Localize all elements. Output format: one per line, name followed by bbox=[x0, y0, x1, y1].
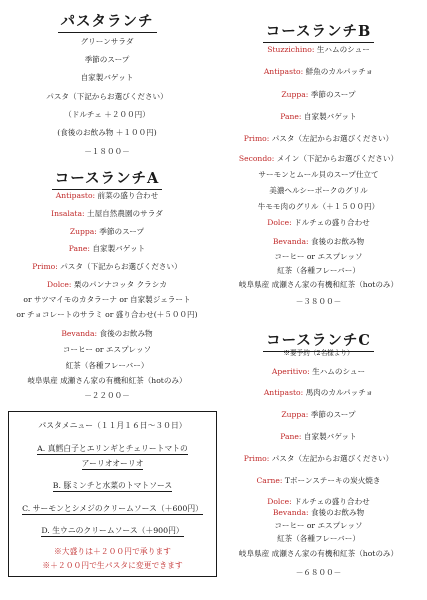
course-label: Zuppa: bbox=[281, 410, 309, 419]
course-line bbox=[4, 376, 210, 386]
course-line bbox=[214, 388, 423, 398]
course-line bbox=[4, 329, 210, 339]
course-line bbox=[214, 218, 423, 228]
course-text: コーヒー or エスプレッソ bbox=[274, 252, 363, 261]
course-text: パスタ（左記からお選びください） bbox=[269, 454, 394, 463]
course-label: Stuzzichino: bbox=[267, 45, 315, 54]
course-label: Pane: bbox=[280, 112, 302, 121]
course-label: Primo: bbox=[32, 262, 58, 271]
course-text: 生ハムのシュー bbox=[309, 367, 366, 376]
course-label: Bevanda: bbox=[272, 237, 309, 246]
course-line bbox=[214, 202, 423, 212]
course-text: 自家製バゲット bbox=[301, 112, 357, 121]
course-line bbox=[214, 252, 423, 262]
course-text: 岐阜県産 成瀬さん家の有機和紅茶（hotのみ） bbox=[238, 549, 399, 558]
course-line bbox=[214, 534, 423, 544]
course-label: Primo: bbox=[243, 454, 270, 463]
course-text: 紅茶（各種フレーバー） bbox=[277, 266, 360, 275]
course-line bbox=[214, 508, 423, 518]
course-text: 岐阜県産 成瀬さん家の有機和紅茶（hotのみ） bbox=[238, 280, 399, 289]
course-line bbox=[4, 244, 210, 254]
course-text: 紅茶（各種フレーバー） bbox=[277, 534, 360, 543]
course-text: 紅茶（各種フレーバー） bbox=[65, 361, 149, 370]
course-text: パスタ（下記からお選びください） bbox=[57, 262, 182, 271]
course-text: 牛モモ肉のグリル（＋１５００円） bbox=[257, 202, 380, 211]
course-text: 食後のお飲み物 bbox=[308, 237, 365, 246]
pasta-option-d: D. 生ウニのクリームソース（＋900円） bbox=[41, 526, 184, 535]
course-line bbox=[214, 186, 423, 196]
course-text: コーヒー or エスプレッソ bbox=[274, 521, 363, 530]
course-line bbox=[214, 154, 423, 164]
course-c-note: ※要予約（2名様より） bbox=[283, 349, 354, 357]
course-label: Antipasto: bbox=[263, 67, 304, 76]
course-line bbox=[4, 345, 210, 355]
course-text: or サツマイモのカタラーナ or 自家製ジェラート bbox=[23, 295, 191, 304]
course-line bbox=[214, 367, 423, 377]
course-line bbox=[4, 361, 210, 371]
course-text: Tボーンステーキの炭火焼き bbox=[282, 476, 381, 485]
course-text: or チョコレートのサラミ or 盛り合わせ(＋５００円) bbox=[16, 310, 198, 319]
course-text: ドルチェの盛り合わせ bbox=[291, 218, 370, 227]
pasta-option-a-cont: アーリオオーリオ bbox=[81, 459, 144, 468]
course-line bbox=[214, 134, 423, 144]
course-text: 鮮魚のカルパッチョ bbox=[303, 67, 374, 76]
course-label: Secondo: bbox=[238, 154, 275, 163]
pasta-note: ※＋２００円で生パスタに変更できます bbox=[42, 561, 183, 570]
course-line bbox=[4, 191, 210, 201]
course-c-title: コースランチC bbox=[263, 329, 374, 352]
course-text: 食後のお飲み物 bbox=[97, 329, 153, 338]
course-label: Primo: bbox=[243, 134, 270, 143]
course-label: Zuppa: bbox=[281, 90, 309, 99]
course-label: Aperitivo: bbox=[271, 367, 310, 376]
course-line bbox=[214, 521, 423, 531]
menu-item: （ドルチェ ＋２００円） bbox=[64, 110, 150, 119]
course-b-title: コースランチB bbox=[263, 20, 375, 43]
pasta-option-b: B. 豚ミンチと水菜のトマトソース bbox=[52, 481, 173, 490]
course-line bbox=[214, 432, 423, 442]
course-text: コーヒー or エスプレッソ bbox=[62, 345, 152, 354]
course-a-price: －２２００－ bbox=[84, 391, 130, 400]
course-text: ドルチェの盛り合わせ bbox=[291, 497, 370, 506]
course-line bbox=[214, 549, 423, 559]
pasta-note: ※大盛りは＋２００円で承ります bbox=[54, 547, 171, 556]
course-line bbox=[4, 262, 210, 272]
menu-item: (食後のお飲み物 ＋１００円) bbox=[57, 128, 157, 137]
course-line bbox=[214, 476, 423, 486]
pasta-option-a: A. 真鱈白子とエリンギとチェリートマトの bbox=[37, 444, 188, 453]
course-label: Dolce: bbox=[267, 497, 292, 506]
course-text: 食後のお飲み物 bbox=[308, 508, 365, 517]
menu-item: 自家製バゲット bbox=[80, 73, 134, 82]
course-line bbox=[214, 90, 423, 100]
course-label: Bevanda: bbox=[61, 329, 98, 338]
course-label: Antipasto: bbox=[55, 191, 96, 200]
course-b-price: －３８００－ bbox=[295, 297, 342, 306]
course-label: Antipasto: bbox=[263, 388, 304, 397]
course-label: Zuppa: bbox=[69, 227, 97, 236]
course-text: 季節のスープ bbox=[96, 227, 145, 236]
course-line bbox=[214, 237, 423, 247]
course-text: 季節のスープ bbox=[308, 410, 356, 419]
pasta-menu-box bbox=[8, 411, 217, 577]
course-line bbox=[214, 280, 423, 290]
course-text: 馬肉のカルパッチョ bbox=[303, 388, 374, 397]
pasta-menu-title: パスタメニュー（１１月１６日～３０日） bbox=[38, 421, 187, 430]
course-label: Dolce: bbox=[47, 280, 72, 289]
course-label: Pane: bbox=[280, 432, 302, 441]
course-line bbox=[214, 67, 423, 77]
course-text: 自家製バゲット bbox=[89, 244, 146, 253]
course-label: Dolce: bbox=[267, 218, 292, 227]
course-text: サーモンとムール貝のスープ仕立て bbox=[258, 170, 379, 179]
course-line bbox=[214, 170, 423, 180]
course-label: Carne: bbox=[256, 476, 283, 485]
menu-item: グリーンサラダ bbox=[80, 37, 134, 46]
course-label: Bevanda: bbox=[272, 508, 309, 517]
course-line bbox=[214, 454, 423, 464]
course-text: 美濃ヘルシーポークのグリル bbox=[269, 186, 368, 195]
course-text: 自家製バゲット bbox=[301, 432, 357, 441]
course-line bbox=[4, 295, 210, 305]
course-line bbox=[4, 280, 210, 290]
course-text: 季節のスープ bbox=[308, 90, 356, 99]
course-text: 前菜の盛り合わせ bbox=[95, 191, 159, 200]
course-c-price: －６８００－ bbox=[295, 568, 342, 577]
course-text: 生ハムのシュー bbox=[314, 45, 370, 54]
course-line bbox=[214, 45, 423, 55]
menu-item: 季節のスープ bbox=[84, 55, 130, 64]
course-label: Insalata: bbox=[51, 209, 85, 218]
course-text: パスタ（左記からお選びください） bbox=[269, 134, 394, 143]
pasta-lunch-title: パスタランチ bbox=[58, 10, 157, 33]
course-text: 土屋自然農園のサラダ bbox=[84, 209, 163, 218]
pasta-option-c: C. サーモンとシメジのクリームソース（＋600円） bbox=[22, 504, 203, 513]
course-line bbox=[214, 497, 423, 507]
course-text: メイン（下記からお選びください） bbox=[274, 154, 399, 163]
pasta-lunch-price: －１８００－ bbox=[84, 147, 130, 156]
course-line bbox=[4, 209, 210, 219]
course-a-title: コースランチA bbox=[52, 167, 163, 190]
course-line bbox=[214, 266, 423, 276]
course-text: 栗のパンナコッタ クラシカ bbox=[71, 280, 167, 289]
course-line bbox=[214, 112, 423, 122]
course-line bbox=[4, 310, 210, 320]
course-line bbox=[4, 227, 210, 237]
menu-item: パスタ（下記からお選びください） bbox=[46, 92, 168, 101]
course-label: Pane: bbox=[68, 244, 90, 253]
course-line bbox=[214, 410, 423, 420]
course-text: 岐阜県産 成瀬さん家の有機和紅茶（hotのみ） bbox=[27, 376, 187, 385]
